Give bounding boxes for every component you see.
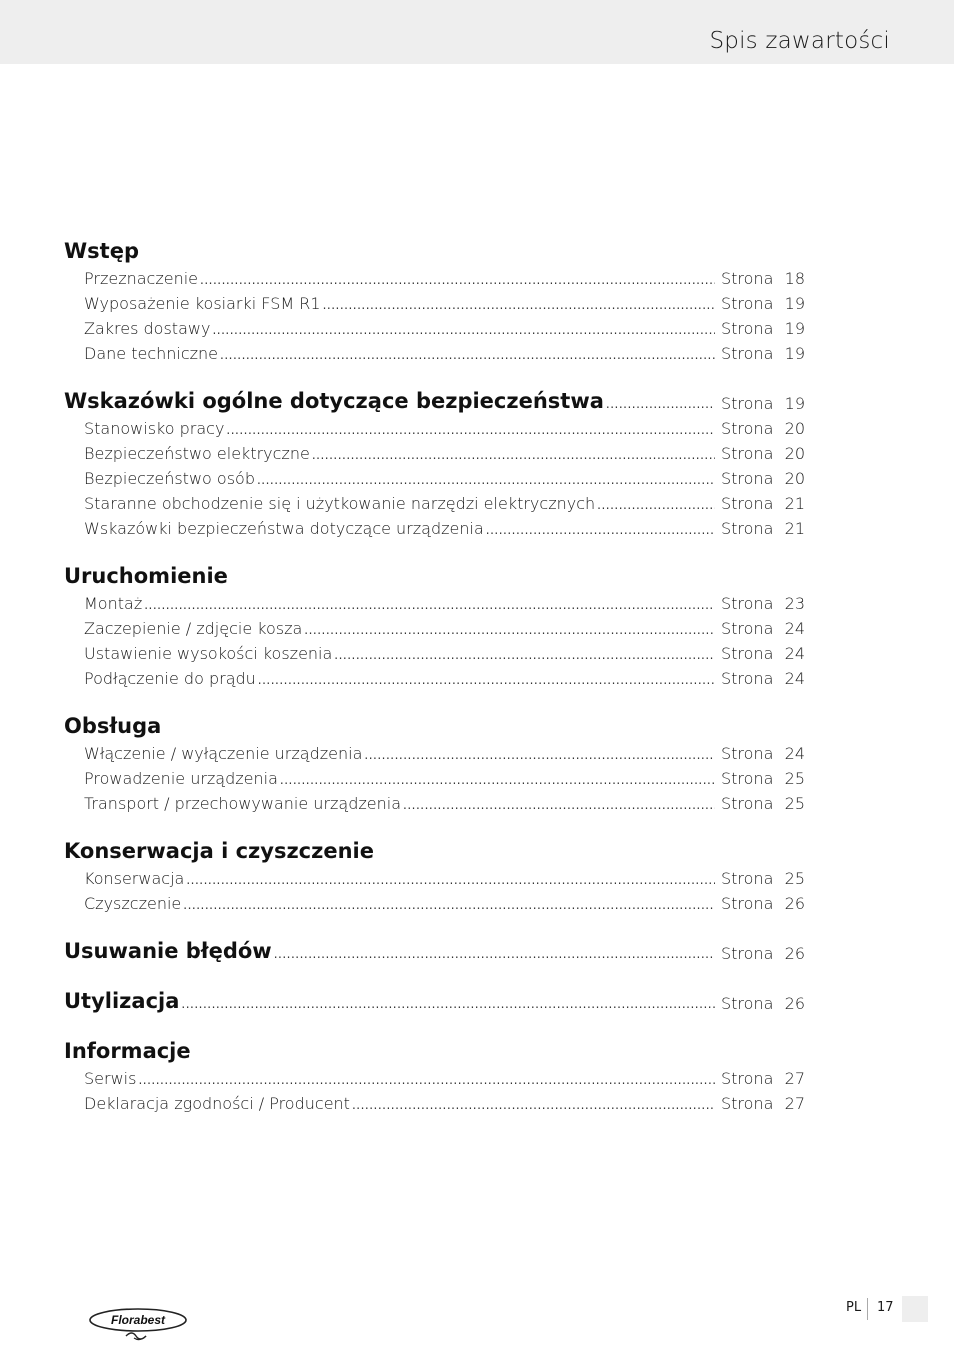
section-heading: Informacje — [64, 1039, 191, 1063]
toc-entry[interactable] — [0, 666, 954, 691]
toc-entry[interactable] — [0, 641, 954, 666]
florabest-logo — [88, 1306, 192, 1344]
toc-entry-label: Podłączenie do prądu — [84, 669, 256, 688]
toc-section — [0, 1036, 954, 1116]
toc-entry-label: Zaczepienie / zdjęcie kosza — [84, 619, 303, 638]
toc-entry-strona: Strona — [721, 344, 774, 363]
toc-entry[interactable] — [0, 766, 954, 791]
toc-entry-strona: Strona — [721, 469, 774, 488]
table-of-contents — [0, 236, 954, 1116]
toc-entry-strona: Strona — [721, 444, 774, 463]
toc-entry-page: 24 — [784, 644, 805, 663]
toc-entry-label: Stanowisko pracy — [84, 419, 225, 438]
toc-entry-page: 27 — [784, 1094, 805, 1113]
toc-entry-page: 27 — [784, 1069, 805, 1088]
toc-entry-page: 26 — [784, 994, 805, 1013]
toc-entry-label: Dane techniczne — [84, 344, 219, 363]
toc-entry[interactable] — [0, 466, 954, 491]
toc-entry-page: 20 — [784, 469, 805, 488]
dot-leader — [312, 443, 715, 466]
toc-entry[interactable] — [0, 1091, 954, 1116]
toc-entry-strona: Strona — [721, 644, 774, 663]
toc-entry-page: 21 — [784, 519, 805, 538]
toc-entry-label: Bezpieczeństwo elektryczne — [84, 444, 310, 463]
toc-entry-page: 19 — [784, 394, 805, 413]
toc-entry-label: Wskazówki bezpieczeństwa dotyczące urządzenia — [84, 519, 484, 538]
toc-entry-label: Serwis — [84, 1069, 137, 1088]
language-code: PL — [846, 1300, 862, 1315]
dot-leader — [183, 893, 715, 916]
toc-entry-strona: Strona — [721, 769, 774, 788]
dot-leader — [364, 743, 715, 766]
toc-entry-label: Ustawienie wysokości koszenia — [84, 644, 333, 663]
section-heading: Utylizacja — [64, 989, 180, 1013]
dot-leader — [280, 768, 715, 791]
toc-entry-page: 20 — [784, 444, 805, 463]
toc-entry[interactable] — [0, 591, 954, 616]
section-heading: Usuwanie błędów — [64, 939, 272, 963]
toc-entry-label: Zakres dostawy — [84, 319, 211, 338]
toc-heading-entry[interactable] — [0, 936, 954, 966]
toc-entry[interactable] — [0, 291, 954, 316]
dot-leader — [257, 468, 715, 491]
toc-entry[interactable] — [0, 491, 954, 516]
toc-entry-page: 25 — [784, 794, 805, 813]
toc-entry[interactable] — [0, 316, 954, 341]
toc-section — [0, 561, 954, 691]
toc-entry[interactable] — [0, 266, 954, 291]
toc-entry-page: 23 — [784, 594, 805, 613]
toc-section — [0, 236, 954, 366]
toc-entry-page: 25 — [784, 869, 805, 888]
toc-entry-label: Przeznaczenie — [84, 269, 198, 288]
toc-entry-strona: Strona — [721, 994, 774, 1013]
toc-entry-strona: Strona — [721, 1069, 774, 1088]
toc-entry-label: Transport / przechowywanie urządzenia — [84, 794, 402, 813]
toc-entry-page: 26 — [784, 894, 805, 913]
toc-entry[interactable] — [0, 441, 954, 466]
toc-entry-strona: Strona — [721, 869, 774, 888]
dot-leader — [323, 293, 715, 316]
toc-entry-page: 19 — [784, 294, 805, 313]
toc-entry-strona: Strona — [721, 519, 774, 538]
toc-entry-page: 26 — [784, 944, 805, 963]
section-heading: Wskazówki ogólne dotyczące bezpieczeństwa — [64, 389, 604, 413]
toc-entry[interactable] — [0, 616, 954, 641]
page-number: 17 — [877, 1300, 894, 1315]
header-bar — [0, 0, 954, 64]
toc-entry-page: 24 — [784, 669, 805, 688]
toc-entry[interactable] — [0, 416, 954, 441]
toc-entry[interactable] — [0, 341, 954, 366]
toc-entry-page: 21 — [784, 494, 805, 513]
dot-leader — [258, 668, 715, 691]
toc-entry-page: 20 — [784, 419, 805, 438]
toc-entry-label: Wyposażenie kosiarki FSM R1 — [84, 294, 321, 313]
page-title: Spis zawartości — [709, 28, 890, 54]
toc-entry-label: Bezpieczeństwo osób — [84, 469, 255, 488]
toc-entry-strona: Strona — [721, 269, 774, 288]
dot-leader — [597, 493, 715, 516]
dot-leader — [352, 1093, 715, 1116]
dot-leader — [212, 318, 715, 341]
toc-entry-label: Staranne obchodzenie się i użytkowanie narzędzi elektrycznych — [84, 494, 596, 513]
toc-entry[interactable] — [0, 516, 954, 541]
dot-leader — [144, 593, 715, 616]
dot-leader — [403, 793, 715, 816]
toc-entry-strona: Strona — [721, 894, 774, 913]
dot-leader — [186, 868, 715, 891]
toc-entry-label: Deklaracja zgodności / Producent — [84, 1094, 350, 1113]
toc-entry-label: Czyszczenie — [84, 894, 182, 913]
footer-divider — [867, 1298, 868, 1320]
toc-entry-strona: Strona — [721, 944, 774, 963]
toc-section — [0, 836, 954, 916]
dot-leader — [274, 939, 715, 966]
toc-entry-strona: Strona — [721, 319, 774, 338]
toc-section — [0, 936, 954, 966]
toc-entry-strona: Strona — [721, 794, 774, 813]
logo-text: Florabest — [110, 1313, 166, 1327]
toc-entry-page: 25 — [784, 769, 805, 788]
toc-heading-entry[interactable] — [0, 986, 954, 1016]
toc-entry-strona: Strona — [721, 669, 774, 688]
toc-entry-page: 24 — [784, 619, 805, 638]
section-heading: Uruchomienie — [64, 564, 228, 588]
toc-entry-label: Montaż — [84, 594, 143, 613]
toc-section — [0, 986, 954, 1016]
toc-entry[interactable] — [0, 741, 954, 766]
toc-entry[interactable] — [0, 1066, 954, 1091]
toc-entry-strona: Strona — [721, 294, 774, 313]
dot-leader — [486, 518, 715, 541]
section-heading: Obsługa — [64, 714, 162, 738]
toc-entry-strona: Strona — [721, 619, 774, 638]
dot-leader — [138, 1068, 715, 1091]
toc-entry[interactable] — [0, 791, 954, 816]
dot-leader — [226, 418, 715, 441]
toc-entry-page: 24 — [784, 744, 805, 763]
toc-entry-strona: Strona — [721, 419, 774, 438]
toc-entry-strona: Strona — [721, 1094, 774, 1113]
toc-entry-strona: Strona — [721, 394, 774, 413]
toc-section — [0, 386, 954, 541]
toc-entry-page: 19 — [784, 319, 805, 338]
toc-entry-strona: Strona — [721, 594, 774, 613]
dot-leader — [334, 643, 715, 666]
toc-entry-strona: Strona — [721, 494, 774, 513]
dot-leader — [220, 343, 715, 366]
dot-leader — [181, 989, 715, 1016]
dot-leader — [200, 268, 715, 291]
toc-heading-entry[interactable] — [0, 386, 954, 416]
section-heading: Konserwacja i czyszczenie — [64, 839, 374, 863]
toc-entry-page: 18 — [784, 269, 805, 288]
toc-entry-page: 19 — [784, 344, 805, 363]
toc-entry-label: Włączenie / wyłączenie urządzenia — [84, 744, 363, 763]
toc-entry[interactable] — [0, 866, 954, 891]
toc-entry[interactable] — [0, 891, 954, 916]
dot-leader — [304, 618, 715, 641]
footer-tab-marker — [902, 1296, 928, 1322]
dot-leader — [606, 389, 715, 416]
toc-entry-strona: Strona — [721, 744, 774, 763]
toc-entry-label: Prowadzenie urządzenia — [84, 769, 278, 788]
section-heading: Wstęp — [64, 239, 139, 263]
toc-entry-label: Konserwacja — [84, 869, 185, 888]
toc-section — [0, 711, 954, 816]
